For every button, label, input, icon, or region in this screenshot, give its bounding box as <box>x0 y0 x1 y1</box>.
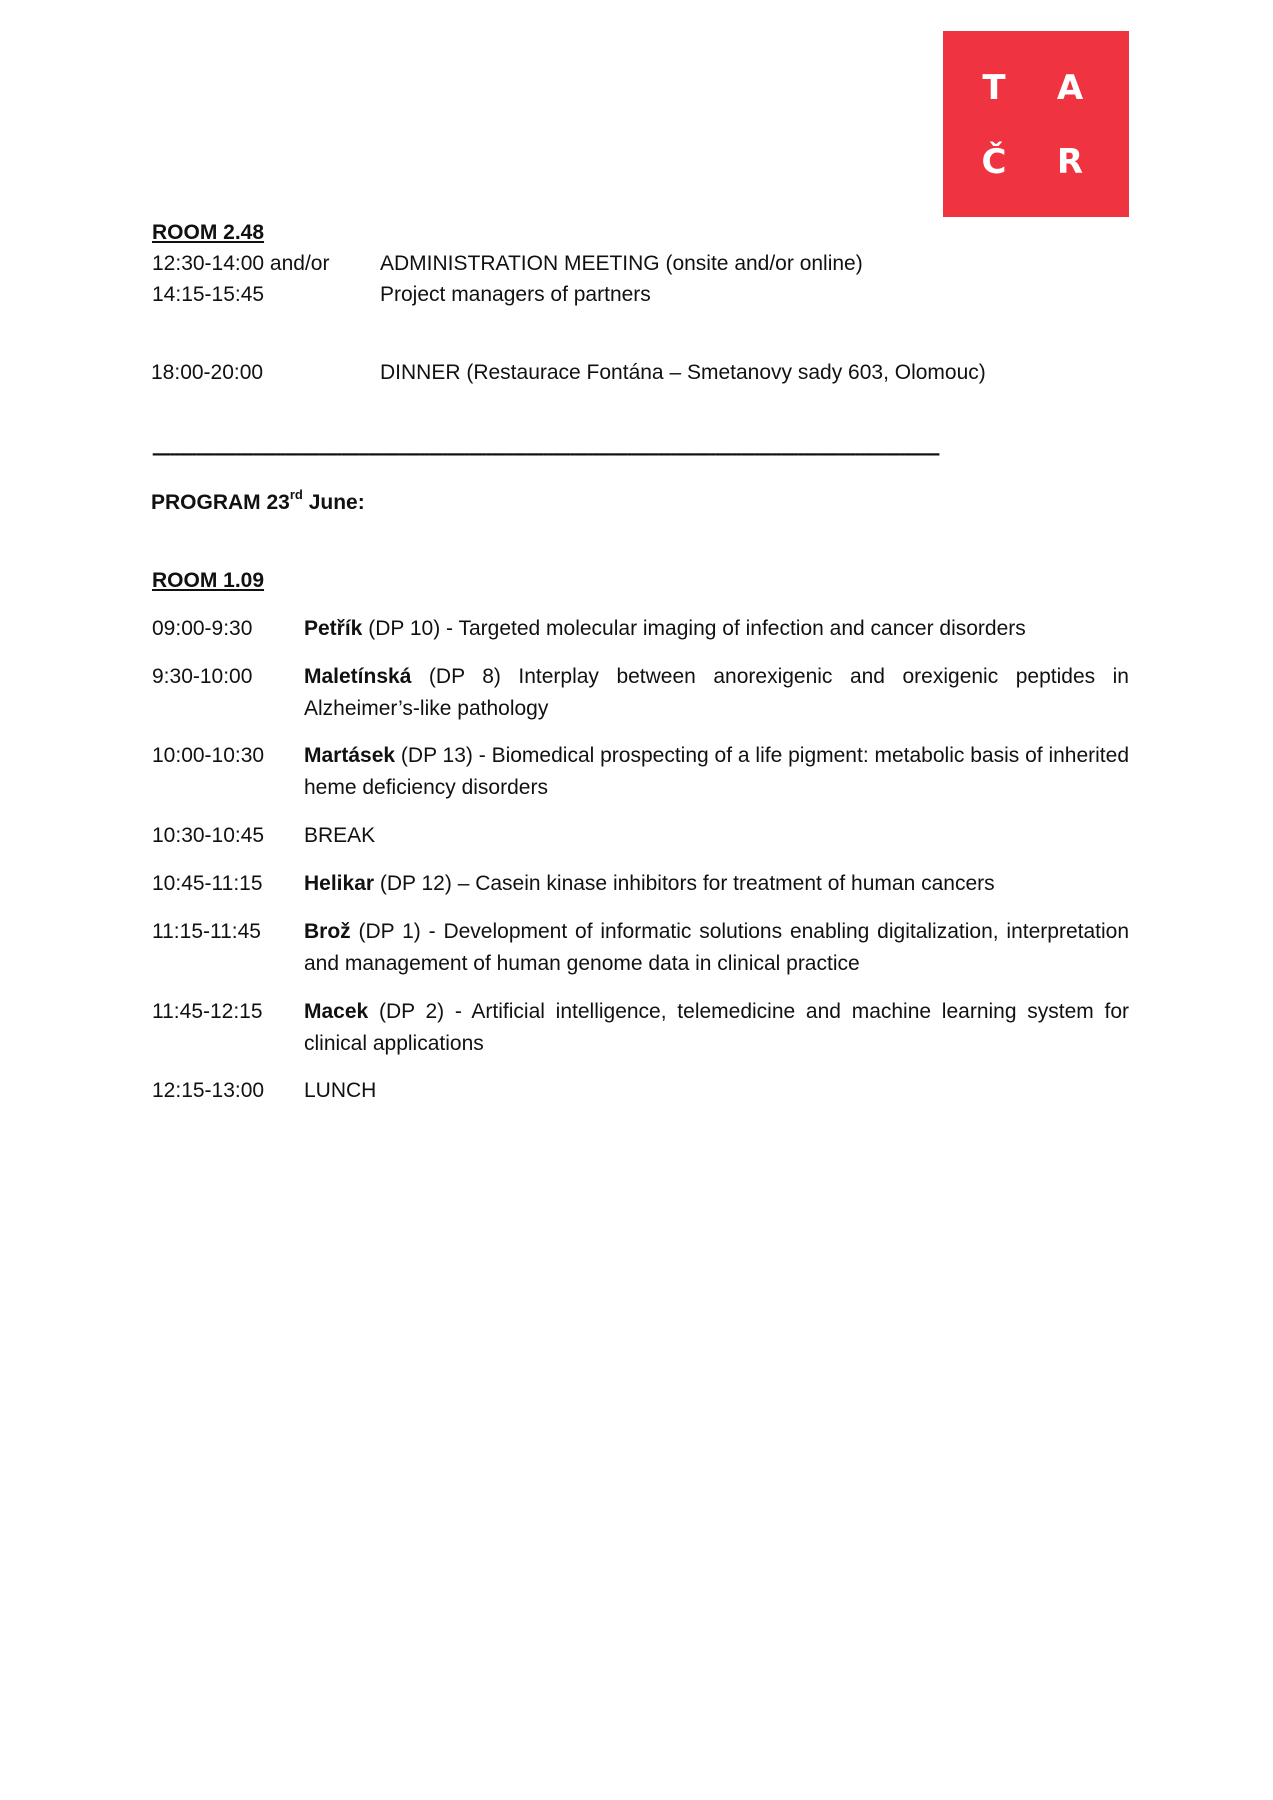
room-248-time: 12:30-14:00 and/or <box>152 252 330 275</box>
schedule-text <box>304 1075 1129 1107</box>
schedule-time: 10:00-10:30 <box>152 744 265 767</box>
logo-letter: R <box>1056 142 1084 182</box>
lunch-label: LUNCH <box>304 1079 377 1102</box>
dinner-text: DINNER (Restaurace Fontána – Smetanovy sady 603, Olomouc) <box>380 361 986 384</box>
tacr-logo <box>943 31 1129 217</box>
dinner-time: 18:00-20:00 <box>151 361 264 384</box>
schedule-time: 10:45-11:15 <box>152 872 263 895</box>
schedule-time: 12:15-13:00 <box>152 1079 265 1102</box>
program-title-prefix: PROGRAM 23 <box>151 491 290 514</box>
schedule-time: 11:45-12:15 <box>152 1000 263 1023</box>
room-248-text: Project managers of partners <box>380 283 651 306</box>
talk-title: (DP 1) - Development of informatic solutions enabling digitalization, interpretation and management of human genome data in clinical practice <box>304 920 1129 975</box>
schedule-text <box>304 868 1129 900</box>
program-title-sup: rd <box>289 487 303 502</box>
schedule-time: 9:30-10:00 <box>152 665 253 688</box>
schedule-time: 11:15-11:45 <box>152 920 261 943</box>
talk-title: (DP 8) Interplay between anorexigenic and orexigenic peptides in Alzheimer’s-like pathology <box>304 665 1129 720</box>
speaker-name: Macek <box>304 1000 369 1023</box>
schedule-text <box>304 820 1129 852</box>
room-109-heading: ROOM 1.09 <box>152 569 265 592</box>
talk-title: (DP 2) - Artificial intelligence, telemedicine and machine learning system for clinical applications <box>304 1000 1129 1055</box>
speaker-name: Brož <box>304 920 351 943</box>
schedule-text <box>304 996 1129 1059</box>
schedule-text <box>304 613 1129 645</box>
speaker-name: Martásek <box>304 744 396 767</box>
program-title <box>151 487 365 518</box>
room-248-time: 14:15-15:45 <box>152 283 265 306</box>
schedule-text <box>304 661 1129 724</box>
logo-letter: A <box>1056 68 1084 108</box>
room-248-text: ADMINISTRATION MEETING (onsite and/or online) <box>380 252 863 275</box>
logo-letter: Č <box>981 142 1007 182</box>
program-title-suffix: June: <box>302 491 365 514</box>
break-label: BREAK <box>304 824 376 847</box>
schedule-text <box>304 740 1129 803</box>
speaker-name: Maletínská <box>304 665 412 688</box>
speaker-name: Petřík <box>304 617 363 640</box>
talk-title: (DP 13) - Biomedical prospecting of a life pigment: metabolic basis of inherited heme deficiency disorders <box>304 744 1129 799</box>
logo-letter: T <box>982 68 1006 108</box>
schedule-time: 10:30-10:45 <box>152 824 265 847</box>
talk-title: (DP 10) - Targeted molecular imaging of infection and cancer disorders <box>362 617 1026 640</box>
schedule-text <box>304 916 1129 979</box>
room-248-heading: ROOM 2.48 <box>152 221 265 244</box>
dashed-divider: ----------------------------------------------------------------------------------------------------------------------------------------------------------------------------------- <box>152 443 939 463</box>
speaker-name: Helikar <box>304 872 375 895</box>
schedule-time: 09:00-9:30 <box>152 617 253 640</box>
talk-title: (DP 12) – Casein kinase inhibitors for treatment of human cancers <box>374 872 995 895</box>
